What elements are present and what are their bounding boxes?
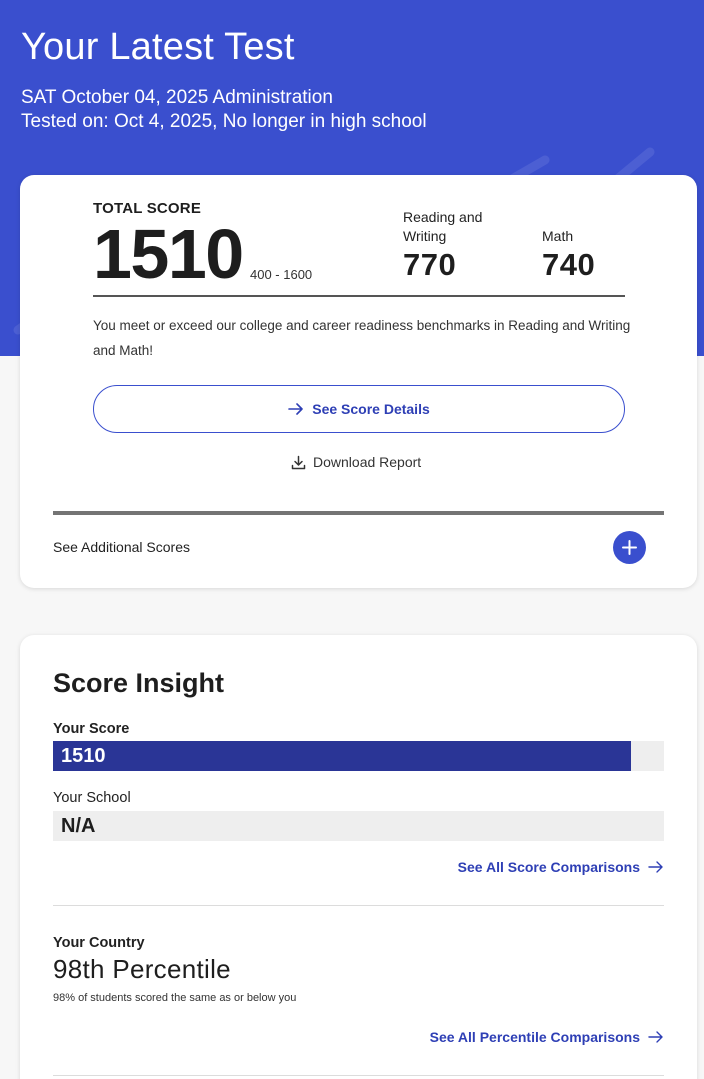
see-all-score-comparisons-label: See All Score Comparisons bbox=[457, 859, 640, 875]
country-percentile-description: 98% of students scored the same as or below you bbox=[53, 992, 297, 1004]
country-percentile: 98th Percentile bbox=[53, 954, 231, 984]
your-score-bar-fill bbox=[53, 741, 631, 771]
your-score-label: Your Score bbox=[53, 721, 130, 737]
plus-icon bbox=[613, 531, 646, 564]
additional-scores-label: See Additional Scores bbox=[53, 539, 190, 555]
see-score-details-label: See Score Details bbox=[312, 401, 430, 417]
see-score-details-button[interactable] bbox=[93, 385, 625, 433]
arrow-right-icon bbox=[288, 403, 304, 415]
download-report-label: Download Report bbox=[313, 454, 422, 470]
benchmark-message: You meet or exceed our college and career readiness benchmarks in Reading and Writing and Math! bbox=[93, 318, 631, 358]
administration-text: SAT October 04, 2025 Administration bbox=[21, 87, 333, 108]
section-divider bbox=[53, 511, 664, 515]
your-school-bar bbox=[53, 811, 664, 841]
divider bbox=[53, 1075, 664, 1076]
arrow-right-icon bbox=[648, 1031, 664, 1043]
your-score-bar-value: 1510 bbox=[61, 745, 106, 767]
total-score-label: TOTAL SCORE bbox=[93, 200, 202, 217]
your-score-bar bbox=[53, 741, 664, 771]
your-country-label: Your Country bbox=[53, 935, 145, 951]
score-card bbox=[20, 175, 697, 588]
page-title: Your Latest Test bbox=[21, 26, 295, 68]
score-insight-title: Score Insight bbox=[53, 668, 225, 698]
score-insight-card bbox=[20, 635, 697, 1079]
download-icon bbox=[291, 455, 306, 470]
total-score-value: 1510 bbox=[93, 215, 243, 293]
see-all-score-comparisons-link[interactable] bbox=[458, 859, 664, 875]
divider bbox=[93, 295, 625, 297]
total-score-range: 400 - 1600 bbox=[250, 267, 313, 282]
your-school-label: Your School bbox=[53, 790, 131, 806]
see-all-percentile-comparisons-label: See All Percentile Comparisons bbox=[429, 1029, 640, 1045]
tested-on-text: Tested on: Oct 4, 2025, No longer in high school bbox=[21, 111, 427, 132]
reading-writing-score: 770 bbox=[403, 247, 457, 282]
math-label: Math bbox=[542, 228, 574, 244]
your-school-bar-value: N/A bbox=[61, 815, 96, 837]
reading-writing-label: Reading and Writing bbox=[403, 209, 483, 244]
arrow-right-icon bbox=[648, 861, 664, 873]
math-score: 740 bbox=[542, 247, 596, 282]
see-all-percentile-comparisons-link[interactable] bbox=[430, 1029, 664, 1045]
divider bbox=[53, 905, 664, 906]
download-report-link[interactable] bbox=[291, 454, 421, 470]
expand-additional-scores-button[interactable] bbox=[613, 531, 646, 564]
